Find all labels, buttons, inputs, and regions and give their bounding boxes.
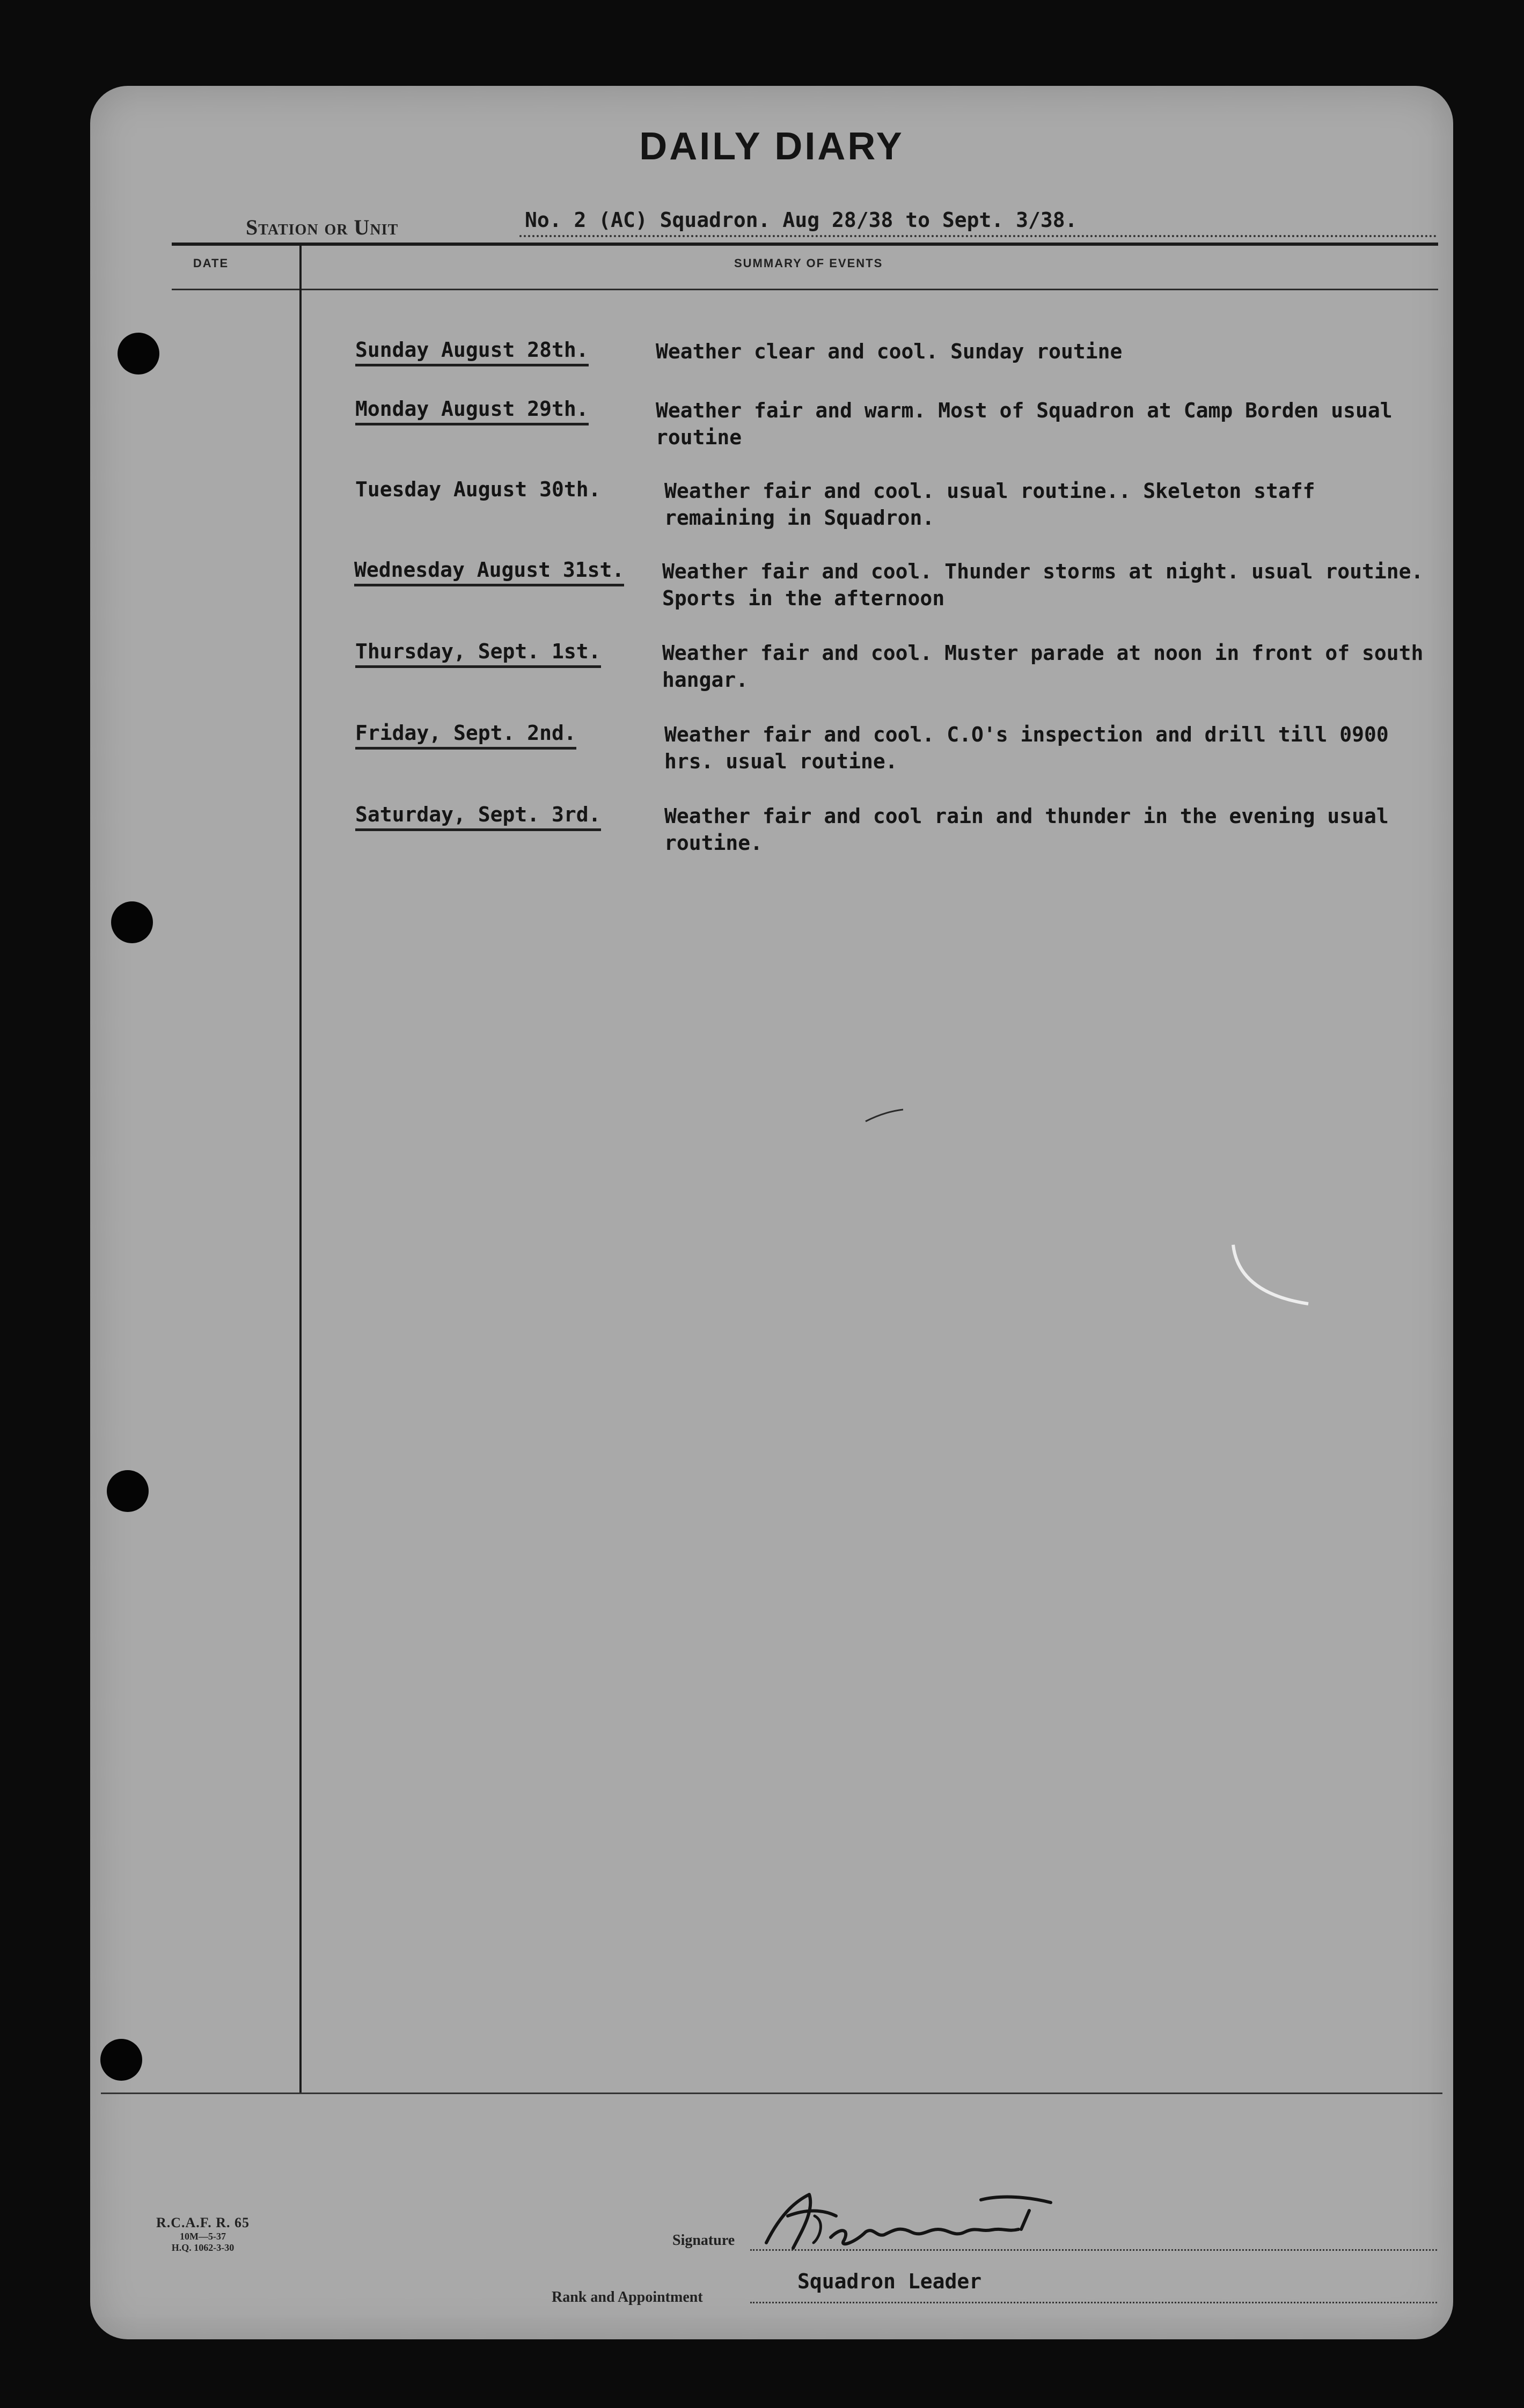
signature-label: Signature [672, 2232, 735, 2249]
entry-summary: Weather fair and cool. Muster parade at noon in front of south hangar. [662, 641, 1424, 692]
entry-summary: Weather fair and cool. usual routine.. Skeleton staff remaining in Squadron. [664, 479, 1315, 530]
form-number: R.C.A.F. R. 65 [156, 2215, 250, 2230]
rank-label: Rank and Appointment [552, 2289, 703, 2306]
station-row [246, 203, 1437, 240]
diary-entry [90, 640, 1453, 715]
column-header-rule [172, 289, 1438, 290]
entry-summary: Weather fair and cool. C.O's inspection and drill till 0900 hrs. usual routine. [664, 723, 1389, 773]
footer-rule [101, 2093, 1442, 2094]
page-title: DAILY DIARY [639, 125, 904, 168]
diary-entry [90, 721, 1453, 796]
entry-date: Tuesday August 30th. [355, 478, 601, 501]
diary-entry [90, 558, 1453, 633]
binder-hole [107, 1470, 149, 1512]
entry-date: Friday, Sept. 2nd. [355, 721, 576, 750]
summary-column-header: SUMMARY OF EVENTS [734, 256, 883, 270]
station-dotted-line [519, 235, 1437, 237]
pen-mark [863, 1105, 906, 1127]
rank-value: Squadron Leader [797, 2270, 982, 2293]
binder-hole [118, 333, 159, 375]
entry-date: Sunday August 28th. [355, 338, 589, 366]
station-value: No. 2 (AC) Squadron. Aug 28/38 to Sept. 3/38. [525, 208, 1078, 232]
station-label: Station or Unit [246, 215, 399, 239]
entry-date: Thursday, Sept. 1st. [355, 640, 601, 668]
form-code [149, 2215, 257, 2253]
entry-summary: Weather clear and cool. Sunday routine [656, 340, 1123, 363]
diary-entry [90, 397, 1453, 472]
handwritten-signature [750, 2178, 1083, 2259]
entry-summary: Weather fair and cool rain and thunder in the evening usual routine. [664, 804, 1389, 855]
diary-entry [90, 478, 1453, 553]
print-code: H.Q. 1062-3-30 [171, 2242, 235, 2253]
header-rule [172, 243, 1438, 246]
date-column-header: DATE [193, 256, 229, 270]
rank-line [750, 2302, 1437, 2303]
print-code: 10M—5-37 [180, 2231, 226, 2242]
entry-summary: Weather fair and cool. Thunder storms at night. usual routine. Sports in the afternoon [662, 560, 1424, 610]
entry-date: Monday August 29th. [355, 397, 589, 425]
entry-date: Saturday, Sept. 3rd. [355, 803, 601, 831]
binder-hole [111, 901, 153, 943]
diary-page [90, 86, 1453, 2339]
diary-entry [90, 803, 1453, 878]
binder-hole [100, 2039, 142, 2081]
entry-summary: Weather fair and warm. Most of Squadron at Camp Borden usual routine [656, 399, 1393, 449]
entry-date: Wednesday August 31st. [354, 558, 624, 586]
paper-scratch [1228, 1239, 1314, 1315]
